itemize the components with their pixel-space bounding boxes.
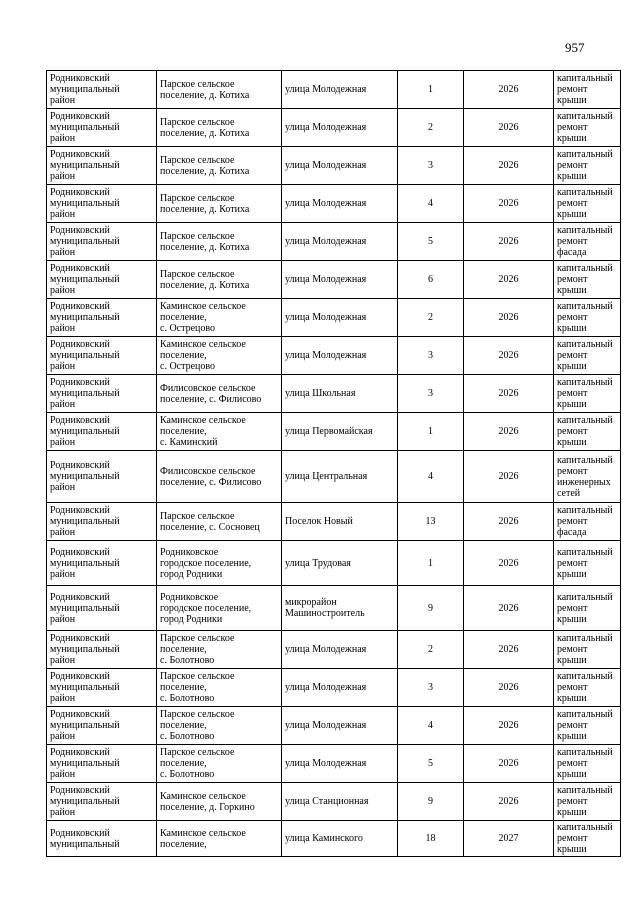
district-cell	[47, 375, 157, 413]
settlement-cell	[157, 71, 282, 109]
work-type-cell-text: капитальный ремонт крыши	[557, 73, 613, 106]
street-cell	[282, 783, 398, 821]
work-type-cell	[554, 109, 621, 147]
district-cell	[47, 707, 157, 745]
district-cell-text: Родниковский муниципальный район	[50, 149, 120, 182]
table-row	[47, 413, 621, 451]
settlement-cell	[157, 261, 282, 299]
district-cell	[47, 745, 157, 783]
year-cell-text: 2026	[498, 682, 519, 693]
table-row	[47, 185, 621, 223]
street-cell-text: улица Молодежная	[285, 274, 367, 285]
work-type-cell	[554, 586, 621, 631]
work-type-cell	[554, 783, 621, 821]
year-cell-text: 2026	[498, 644, 519, 655]
house-number-cell-text: 4	[428, 720, 433, 731]
year-cell	[464, 71, 554, 109]
street-cell	[282, 631, 398, 669]
year-cell	[464, 261, 554, 299]
district-cell	[47, 669, 157, 707]
year-cell-text: 2026	[498, 350, 519, 361]
year-cell	[464, 745, 554, 783]
street-cell-text: улица Станционная	[285, 796, 369, 807]
house-number-cell	[398, 586, 464, 631]
district-cell	[47, 261, 157, 299]
district-cell	[47, 451, 157, 503]
settlement-cell-text: Парское сельское поселение, с. Болотново	[160, 747, 235, 780]
year-cell-text: 2026	[498, 274, 519, 285]
year-cell-text: 2026	[498, 160, 519, 171]
year-cell-text: 2026	[498, 236, 519, 247]
work-type-cell	[554, 261, 621, 299]
work-type-cell	[554, 669, 621, 707]
settlement-cell-text: Парское сельское поселение, с. Сосновец	[160, 510, 260, 533]
district-cell-text: Родниковский муниципальный район	[50, 73, 120, 106]
table-row	[47, 631, 621, 669]
house-number-cell	[398, 71, 464, 109]
settlement-cell	[157, 147, 282, 185]
work-type-cell	[554, 707, 621, 745]
street-cell	[282, 586, 398, 631]
street-cell-text: улица Центральная	[285, 471, 368, 482]
house-number-cell-text: 3	[428, 350, 433, 361]
district-cell	[47, 413, 157, 451]
street-cell	[282, 147, 398, 185]
district-cell	[47, 503, 157, 541]
district-cell	[47, 821, 157, 857]
house-number-cell-text: 3	[428, 682, 433, 693]
settlement-cell-text: Каминское сельское поселение, с. Острецово	[160, 339, 246, 372]
work-type-cell-text: капитальный ремонт крыши	[557, 111, 613, 144]
district-cell	[47, 71, 157, 109]
year-cell-text: 2026	[498, 312, 519, 323]
work-type-cell-text: капитальный ремонт крыши	[557, 633, 613, 666]
district-cell-text: Родниковский муниципальный район	[50, 263, 120, 296]
settlement-cell	[157, 631, 282, 669]
year-cell	[464, 586, 554, 631]
settlement-cell-text: Парское сельское поселение, д. Котиха	[160, 78, 250, 101]
street-cell	[282, 299, 398, 337]
year-cell	[464, 413, 554, 451]
street-cell	[282, 337, 398, 375]
house-number-cell	[398, 375, 464, 413]
work-type-cell	[554, 71, 621, 109]
work-type-cell-text: капитальный ремонт крыши	[557, 591, 613, 625]
district-cell-text: Родниковский муниципальный район	[50, 633, 120, 666]
year-cell	[464, 669, 554, 707]
work-type-cell	[554, 185, 621, 223]
settlement-cell-text: Родниковское городское поселение, город Родники	[160, 546, 252, 580]
house-number-cell	[398, 337, 464, 375]
house-number-cell	[398, 707, 464, 745]
district-cell-text: Родниковский муниципальный район	[50, 111, 120, 144]
settlement-cell-text: Родниковское городское поселение, город Родники	[160, 591, 252, 625]
settlement-cell-text: Филисовское сельское поселение, с. Филисово	[160, 382, 262, 405]
table-row	[47, 503, 621, 541]
settlement-cell-text: Парское сельское поселение, д. Котиха	[160, 154, 250, 177]
district-cell	[47, 223, 157, 261]
settlement-cell	[157, 669, 282, 707]
table-body	[47, 71, 621, 857]
house-number-cell-text: 18	[425, 833, 436, 844]
district-cell	[47, 541, 157, 586]
year-cell	[464, 185, 554, 223]
year-cell	[464, 223, 554, 261]
house-number-cell-text: 1	[428, 557, 433, 569]
district-cell-text: Родниковский муниципальный район	[50, 709, 120, 742]
table-row	[47, 223, 621, 261]
work-type-cell	[554, 223, 621, 261]
district-cell	[47, 631, 157, 669]
work-type-cell	[554, 375, 621, 413]
street-cell	[282, 745, 398, 783]
house-number-cell-text: 9	[428, 602, 433, 614]
work-type-cell-text: капитальный ремонт крыши	[557, 263, 613, 296]
work-type-cell	[554, 821, 621, 857]
house-number-cell	[398, 631, 464, 669]
work-type-cell-text: капитальный ремонт инженерных сетей	[557, 454, 613, 499]
street-cell-text: Поселок Новый	[285, 516, 353, 527]
settlement-cell-text: Парское сельское поселение, д. Котиха	[160, 268, 250, 291]
year-cell-text: 2026	[498, 198, 519, 209]
year-cell-text: 2026	[498, 471, 519, 482]
settlement-cell	[157, 707, 282, 745]
street-cell	[282, 707, 398, 745]
street-cell	[282, 413, 398, 451]
year-cell	[464, 541, 554, 586]
settlement-cell	[157, 185, 282, 223]
table-row	[47, 821, 621, 857]
work-type-cell-text: капитальный ремонт крыши	[557, 301, 613, 334]
house-number-cell	[398, 451, 464, 503]
street-cell-text: микрорайон Машиностроитель	[285, 597, 365, 619]
settlement-cell	[157, 375, 282, 413]
settlement-cell-text: Парское сельское поселение, д. Котиха	[160, 192, 250, 215]
table-row	[47, 261, 621, 299]
district-cell	[47, 147, 157, 185]
year-cell-text: 2026	[498, 796, 519, 807]
year-cell	[464, 299, 554, 337]
street-cell-text: улица Каминского	[285, 833, 363, 844]
settlement-cell	[157, 109, 282, 147]
district-cell-text: Родниковский муниципальный район	[50, 225, 120, 258]
settlement-cell	[157, 503, 282, 541]
street-cell	[282, 669, 398, 707]
district-cell-text: Родниковский муниципальный район	[50, 671, 120, 704]
work-type-cell-text: капитальный ремонт крыши	[557, 415, 613, 448]
settlement-cell-text: Парское сельское поселение, д. Котиха	[160, 116, 250, 139]
settlement-cell-text: Парское сельское поселение, с. Болотново	[160, 709, 235, 742]
year-cell-text: 2026	[498, 720, 519, 731]
street-cell	[282, 261, 398, 299]
year-cell	[464, 451, 554, 503]
district-cell-text: Родниковский муниципальный район	[50, 785, 120, 818]
work-type-cell	[554, 147, 621, 185]
settlement-cell-text: Каминское сельское поселение, с. Острецово	[160, 301, 246, 334]
year-cell	[464, 707, 554, 745]
year-cell-text: 2026	[498, 426, 519, 437]
table-row	[47, 299, 621, 337]
settlement-cell	[157, 337, 282, 375]
settlement-cell-text: Каминское сельское поселение, д. Горкино	[160, 790, 255, 813]
house-number-cell	[398, 261, 464, 299]
house-number-cell-text: 13	[425, 516, 436, 527]
house-number-cell-text: 6	[428, 274, 433, 285]
work-type-cell	[554, 451, 621, 503]
street-cell	[282, 503, 398, 541]
work-type-cell-text: капитальный ремонт фасада	[557, 505, 613, 538]
work-type-cell-text: капитальный ремонт крыши	[557, 149, 613, 182]
year-cell	[464, 503, 554, 541]
street-cell	[282, 223, 398, 261]
repair-schedule-table	[46, 70, 621, 857]
street-cell-text: улица Молодежная	[285, 312, 367, 323]
settlement-cell-text: Парское сельское поселение, д. Котиха	[160, 230, 250, 253]
settlement-cell-text: Парское сельское поселение, с. Болотново	[160, 633, 235, 666]
year-cell-text: 2026	[498, 557, 519, 569]
work-type-cell	[554, 413, 621, 451]
house-number-cell-text: 4	[428, 198, 433, 209]
settlement-cell	[157, 299, 282, 337]
house-number-cell-text: 3	[428, 160, 433, 171]
street-cell-text: улица Трудовая	[285, 557, 351, 569]
house-number-cell-text: 2	[428, 644, 433, 655]
house-number-cell	[398, 503, 464, 541]
street-cell	[282, 109, 398, 147]
settlement-cell	[157, 541, 282, 586]
house-number-cell-text: 5	[428, 758, 433, 769]
work-type-cell	[554, 541, 621, 586]
settlement-cell	[157, 821, 282, 857]
street-cell	[282, 451, 398, 503]
street-cell-text: улица Молодежная	[285, 160, 367, 171]
settlement-cell	[157, 586, 282, 631]
street-cell-text: улица Первомайская	[285, 426, 373, 437]
house-number-cell	[398, 783, 464, 821]
settlement-cell-text: Филисовское сельское поселение, с. Филисово	[160, 465, 262, 488]
year-cell-text: 2026	[498, 602, 519, 614]
street-cell	[282, 821, 398, 857]
settlement-cell-text: Каминское сельское поселение,	[160, 827, 246, 850]
house-number-cell	[398, 413, 464, 451]
work-type-cell-text: капитальный ремонт крыши	[557, 377, 613, 410]
house-number-cell	[398, 185, 464, 223]
work-type-cell-text: капитальный ремонт крыши	[557, 785, 613, 818]
street-cell-text: улица Молодежная	[285, 720, 367, 731]
street-cell	[282, 71, 398, 109]
table-row	[47, 783, 621, 821]
district-cell-text: Родниковский муниципальный район	[50, 505, 120, 538]
house-number-cell-text: 1	[428, 84, 433, 95]
settlement-cell-text: Парское сельское поселение, с. Болотново	[160, 671, 235, 704]
table-row	[47, 71, 621, 109]
work-type-cell-text: капитальный ремонт крыши	[557, 187, 613, 220]
house-number-cell-text: 2	[428, 312, 433, 323]
street-cell-text: улица Молодежная	[285, 758, 367, 769]
work-type-cell-text: капитальный ремонт крыши	[557, 546, 613, 580]
year-cell-text: 2026	[498, 122, 519, 133]
settlement-cell-text: Каминское сельское поселение, с. Каминский	[160, 415, 246, 448]
street-cell-text: улица Молодежная	[285, 84, 367, 95]
street-cell-text: улица Молодежная	[285, 644, 367, 655]
page-number: 957	[565, 40, 585, 55]
year-cell-text: 2026	[498, 388, 519, 399]
house-number-cell-text: 5	[428, 236, 433, 247]
house-number-cell-text: 1	[428, 426, 433, 437]
settlement-cell	[157, 783, 282, 821]
year-cell	[464, 631, 554, 669]
district-cell-text: Родниковский муниципальный район	[50, 339, 120, 372]
district-cell	[47, 586, 157, 631]
house-number-cell-text: 2	[428, 122, 433, 133]
district-cell-text: Родниковский муниципальный район	[50, 415, 120, 448]
street-cell-text: улица Школьная	[285, 388, 356, 399]
settlement-cell	[157, 223, 282, 261]
work-type-cell-text: капитальный ремонт крыши	[557, 671, 613, 704]
work-type-cell	[554, 503, 621, 541]
house-number-cell	[398, 223, 464, 261]
street-cell-text: улица Молодежная	[285, 198, 367, 209]
district-cell-text: Родниковский муниципальный	[50, 827, 120, 850]
street-cell-text: улица Молодежная	[285, 350, 367, 361]
year-cell-text: 2026	[498, 758, 519, 769]
work-type-cell	[554, 631, 621, 669]
district-cell-text: Родниковский муниципальный район	[50, 187, 120, 220]
street-cell-text: улица Молодежная	[285, 236, 367, 247]
house-number-cell	[398, 821, 464, 857]
house-number-cell	[398, 147, 464, 185]
work-type-cell-text: капитальный ремонт крыши	[557, 339, 613, 372]
street-cell	[282, 541, 398, 586]
settlement-cell	[157, 413, 282, 451]
district-cell	[47, 783, 157, 821]
table-row	[47, 745, 621, 783]
house-number-cell	[398, 669, 464, 707]
street-cell	[282, 375, 398, 413]
work-type-cell-text: капитальный ремонт крыши	[557, 709, 613, 742]
settlement-cell	[157, 451, 282, 503]
district-cell-text: Родниковский муниципальный район	[50, 301, 120, 334]
street-cell	[282, 185, 398, 223]
table-row	[47, 147, 621, 185]
table-row	[47, 586, 621, 631]
district-cell	[47, 185, 157, 223]
district-cell	[47, 299, 157, 337]
year-cell-text: 2027	[498, 833, 519, 844]
house-number-cell-text: 9	[428, 796, 433, 807]
table-row	[47, 375, 621, 413]
district-cell	[47, 337, 157, 375]
table-row	[47, 337, 621, 375]
house-number-cell-text: 3	[428, 388, 433, 399]
house-number-cell-text: 4	[428, 471, 433, 482]
district-cell-text: Родниковский муниципальный район	[50, 377, 120, 410]
street-cell-text: улица Молодежная	[285, 682, 367, 693]
house-number-cell	[398, 745, 464, 783]
year-cell	[464, 821, 554, 857]
district-cell-text: Родниковский муниципальный район	[50, 546, 120, 580]
year-cell	[464, 337, 554, 375]
table-row	[47, 541, 621, 586]
house-number-cell	[398, 541, 464, 586]
district-cell-text: Родниковский муниципальный район	[50, 460, 120, 493]
settlement-cell	[157, 745, 282, 783]
district-cell-text: Родниковский муниципальный район	[50, 747, 120, 780]
house-number-cell	[398, 299, 464, 337]
table-row	[47, 707, 621, 745]
work-type-cell-text: капитальный ремонт крыши	[557, 747, 613, 780]
table-row	[47, 109, 621, 147]
house-number-cell	[398, 109, 464, 147]
year-cell-text: 2026	[498, 84, 519, 95]
work-type-cell	[554, 745, 621, 783]
year-cell	[464, 783, 554, 821]
street-cell-text: улица Молодежная	[285, 122, 367, 133]
district-cell-text: Родниковский муниципальный район	[50, 591, 120, 625]
district-cell	[47, 109, 157, 147]
year-cell	[464, 375, 554, 413]
work-type-cell	[554, 337, 621, 375]
work-type-cell	[554, 299, 621, 337]
table-row	[47, 451, 621, 503]
work-type-cell-text: капитальный ремонт крыши	[557, 822, 613, 855]
work-type-cell-text: капитальный ремонт фасада	[557, 225, 613, 258]
table-row	[47, 669, 621, 707]
year-cell	[464, 109, 554, 147]
year-cell-text: 2026	[498, 516, 519, 527]
year-cell	[464, 147, 554, 185]
